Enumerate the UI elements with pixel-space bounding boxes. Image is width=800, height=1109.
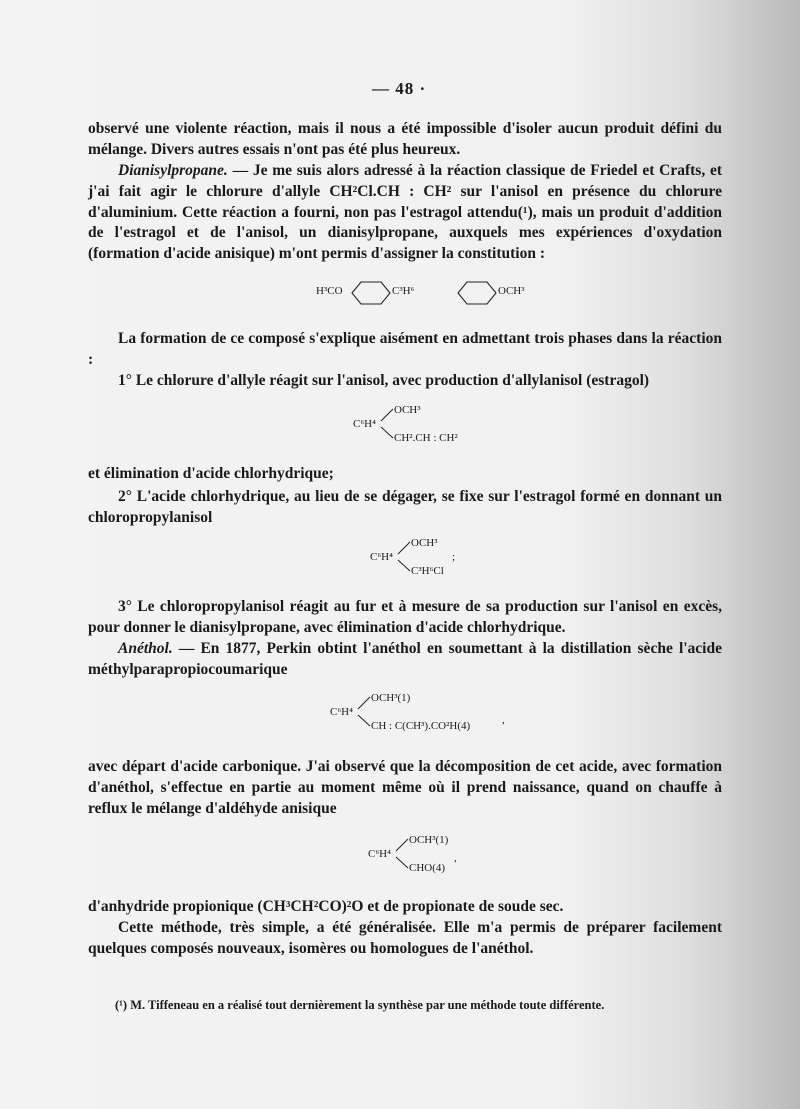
- formula-4-top: OCH³(1): [371, 692, 411, 704]
- paragraph-2: [88, 161, 722, 265]
- formula-anisaldehyde: [368, 833, 508, 875]
- formula-4-base: C⁶H⁴: [330, 706, 353, 718]
- formula-5-top: OCH³(1): [409, 834, 449, 846]
- footnote: (¹) M. Tiffeneau en a réalisé tout dernièrement la synthèse par une méthode toute différente.: [115, 998, 605, 1012]
- paragraph-10: d'anhydride propionique (CH³CH²CO)²O et de propionate de soude sec.: [88, 898, 564, 915]
- formula-5-bottom: CHO(4): [409, 862, 446, 874]
- paragraph-5: et élimination d'acide chlorhydrique;: [88, 465, 334, 482]
- paragraph-8: [88, 639, 722, 681]
- paragraph-2-text: — Je me suis alors adressé à la réaction classique de Friedel et Crafts, et j'ai fait agir le chlorure d'allyle CH²Cl.CH : CH² sur l'anisol en présence du chlorure d'aluminium. Cette réaction a fourni, non pas l'estragol attendu(¹), mais un produit d'addition de l'estragol et de l'anisol, un dianisylpropane, auxquels mes expériences d'oxydation (formation d'acide anisique) m'ont permis d'assigner la constitution :: [88, 162, 722, 263]
- formula-1-right: OCH³: [498, 285, 525, 297]
- section-heading-dianisylpropane: Dianisylpropane.: [118, 162, 228, 179]
- paragraph-11: Cette méthode, très simple, a été généralisée. Elle m'a permis de préparer facilement quelques composés nouveaux, isomères ou homologues de l'anéthol.: [88, 919, 722, 957]
- formula-dianisylpropane: [316, 278, 536, 308]
- paragraph-9: avec départ d'acide carbonique. J'ai observé que la décomposition de cet acide, avec formation d'anéthol, s'effectue en partie au moment même où il prend naissance, quand on chauffe à reflux le mélange d'aldéhyde anisique: [88, 758, 722, 817]
- formula-2-top: OCH³: [394, 404, 421, 416]
- formula-5-base: C⁶H⁴: [368, 848, 391, 860]
- formula-4-suffix: ,: [502, 714, 505, 726]
- paragraph-6: 2° L'acide chlorhydrique, au lieu de se dégager, se fixe sur l'estragol formé en donnant un chloropropylanisol: [88, 488, 722, 526]
- formula-chloropropylanisol: [370, 536, 510, 578]
- formula-3-base: C⁶H⁴: [370, 551, 393, 563]
- formula-3-top: OCH³: [411, 537, 438, 549]
- formula-2-base: C⁶H⁴: [353, 418, 376, 430]
- formula-3-bottom: C³H⁶Cl: [411, 565, 444, 577]
- formula-1-middle: C³H⁶: [392, 285, 415, 297]
- page-number: — 48 ·: [372, 79, 427, 98]
- formula-estragol: [353, 403, 553, 445]
- section-heading-anethol: Anéthol.: [118, 640, 173, 657]
- formula-4-bottom: CH : C(CH³).CO²H(4): [371, 720, 471, 732]
- paragraph-1: observé une violente réaction, mais il nous a été impossible d'isoler aucun produit défini du mélange. Divers autres essais n'ont pas été plus heureux.: [88, 120, 722, 158]
- formula-5-suffix: ,: [454, 852, 457, 864]
- paragraph-3: La formation de ce composé s'explique aisément en admettant trois phases dans la réaction :: [88, 330, 722, 368]
- formula-2-bottom: CH².CH : CH²: [394, 432, 458, 444]
- formula-1-left: H³CO: [316, 285, 343, 297]
- paragraph-7: 3° Le chloropropylanisol réagit au fur et à mesure de sa production sur l'anisol en excès, pour donner le dianisylpropane, avec élimination d'acide chlorhydrique.: [88, 598, 722, 636]
- formula-3-suffix: ;: [452, 551, 456, 563]
- paragraph-8-text: — En 1877, Perkin obtint l'anéthol en soumettant à la distillation sèche l'acide méthylparapropiocoumarique: [88, 640, 722, 678]
- formula-methylparapropiocoumaric-acid: [330, 691, 610, 733]
- paragraph-4: 1° Le chlorure d'allyle réagit sur l'anisol, avec production d'allylanisol (estragol): [118, 372, 650, 389]
